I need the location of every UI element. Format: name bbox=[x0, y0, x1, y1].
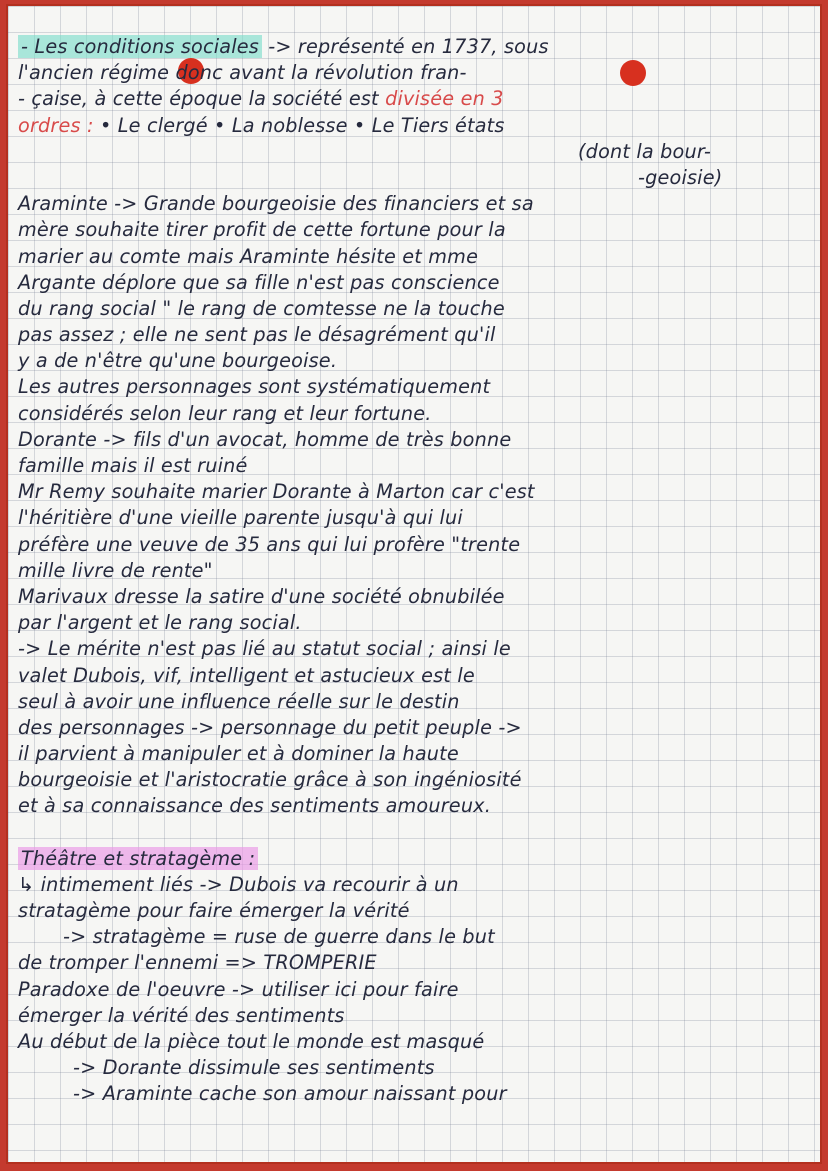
note-line: Au début de la pièce tout le monde est masqué bbox=[18, 1029, 485, 1053]
note-line: ↳ intimement liés -> Dubois va recourir à un bbox=[18, 872, 459, 896]
note-line: Paradoxe de l'oeuvre -> utiliser ici pour faire bbox=[18, 977, 459, 1001]
note-line: l'héritière d'une vieille parente jusqu'à qui lui bbox=[18, 506, 463, 530]
note-text: -> représenté en 1737, sous bbox=[261, 35, 549, 58]
note-line: émerger la vérité des sentiments bbox=[18, 1003, 345, 1027]
note-line: Mr Remy souhaite marier Dorante à Marton car c'est bbox=[18, 480, 535, 504]
note-line: Marivaux dresse la satire d'une société obnubilée bbox=[18, 584, 505, 608]
note-line: y a de n'être qu'une bourgeoise. bbox=[18, 349, 338, 373]
note-line bbox=[18, 113, 808, 139]
blank-line bbox=[18, 820, 808, 846]
note-text: • Le clergé • La noblesse • Le Tiers états bbox=[93, 113, 505, 137]
section-heading-social-conditions: - Les conditions sociales bbox=[18, 35, 262, 58]
note-line: stratagème pour faire émerger la vérité bbox=[18, 899, 410, 922]
note-line: marier au comte mais Araminte hésite et mme bbox=[18, 244, 479, 268]
note-line bbox=[18, 846, 808, 872]
note-line: par l'argent et le rang social. bbox=[18, 611, 302, 635]
note-line: bourgeoisie et l'aristocratie grâce à son ingéniosité bbox=[18, 768, 522, 792]
section-heading-theatre: Théâtre et stratagème : bbox=[18, 847, 258, 870]
notebook-page bbox=[8, 6, 820, 1162]
note-line: mère souhaite tirer profit de cette fortune pour la bbox=[18, 218, 506, 242]
note-line: (dont la bour- bbox=[578, 139, 712, 163]
handwritten-notes bbox=[18, 34, 808, 1108]
note-line: Dorante -> fils d'un avocat, homme de très bonne bbox=[18, 427, 512, 451]
note-line bbox=[18, 86, 808, 112]
note-line: considérés selon leur rang et leur fortune. bbox=[18, 401, 432, 425]
note-line: Argante déplore que sa fille n'est pas conscience bbox=[18, 270, 500, 294]
note-line: pas assez ; elle ne sent pas le désagrément qu'il bbox=[18, 323, 496, 347]
note-line: des personnages -> personnage du petit peuple -> bbox=[18, 715, 522, 739]
note-line: valet Dubois, vif, intelligent et astucieux est le bbox=[18, 663, 475, 687]
red-note-text: ordres : bbox=[18, 113, 94, 137]
note-line: -> Araminte cache son amour naissant pour bbox=[73, 1082, 507, 1106]
note-line: Les autres personnages sont systématiquement bbox=[18, 375, 491, 399]
note-line: famille mais il est ruiné bbox=[18, 454, 248, 477]
note-line: l'ancien régime donc avant la révolution fran- bbox=[18, 61, 467, 85]
note-line: préfère une veuve de 35 ans qui lui profère "trente bbox=[18, 532, 521, 556]
note-text: - çaise, à cette époque la société est bbox=[18, 87, 386, 111]
red-note-text: divisée en 3 bbox=[385, 87, 504, 111]
note-line: seul à avoir une influence réelle sur le destin bbox=[18, 689, 460, 713]
note-line bbox=[18, 34, 808, 60]
note-line: il parvient à manipuler et à dominer la haute bbox=[18, 742, 459, 766]
note-line: du rang social " le rang de comtesse ne la touche bbox=[18, 296, 505, 320]
note-line: -> stratagème = ruse de guerre dans le but bbox=[63, 925, 495, 949]
note-line: -geoisie) bbox=[638, 165, 723, 189]
note-line: -> Dorante dissimule ses sentiments bbox=[73, 1056, 435, 1080]
note-line: -> Le mérite n'est pas lié au statut social ; ainsi le bbox=[18, 637, 511, 661]
note-line: et à sa connaissance des sentiments amoureux. bbox=[18, 794, 492, 818]
note-line: de tromper l'ennemi => TROMPERIE bbox=[18, 951, 377, 975]
note-line: mille livre de rente" bbox=[18, 558, 213, 582]
note-line: Araminte -> Grande bourgeoisie des financiers et sa bbox=[18, 192, 534, 216]
